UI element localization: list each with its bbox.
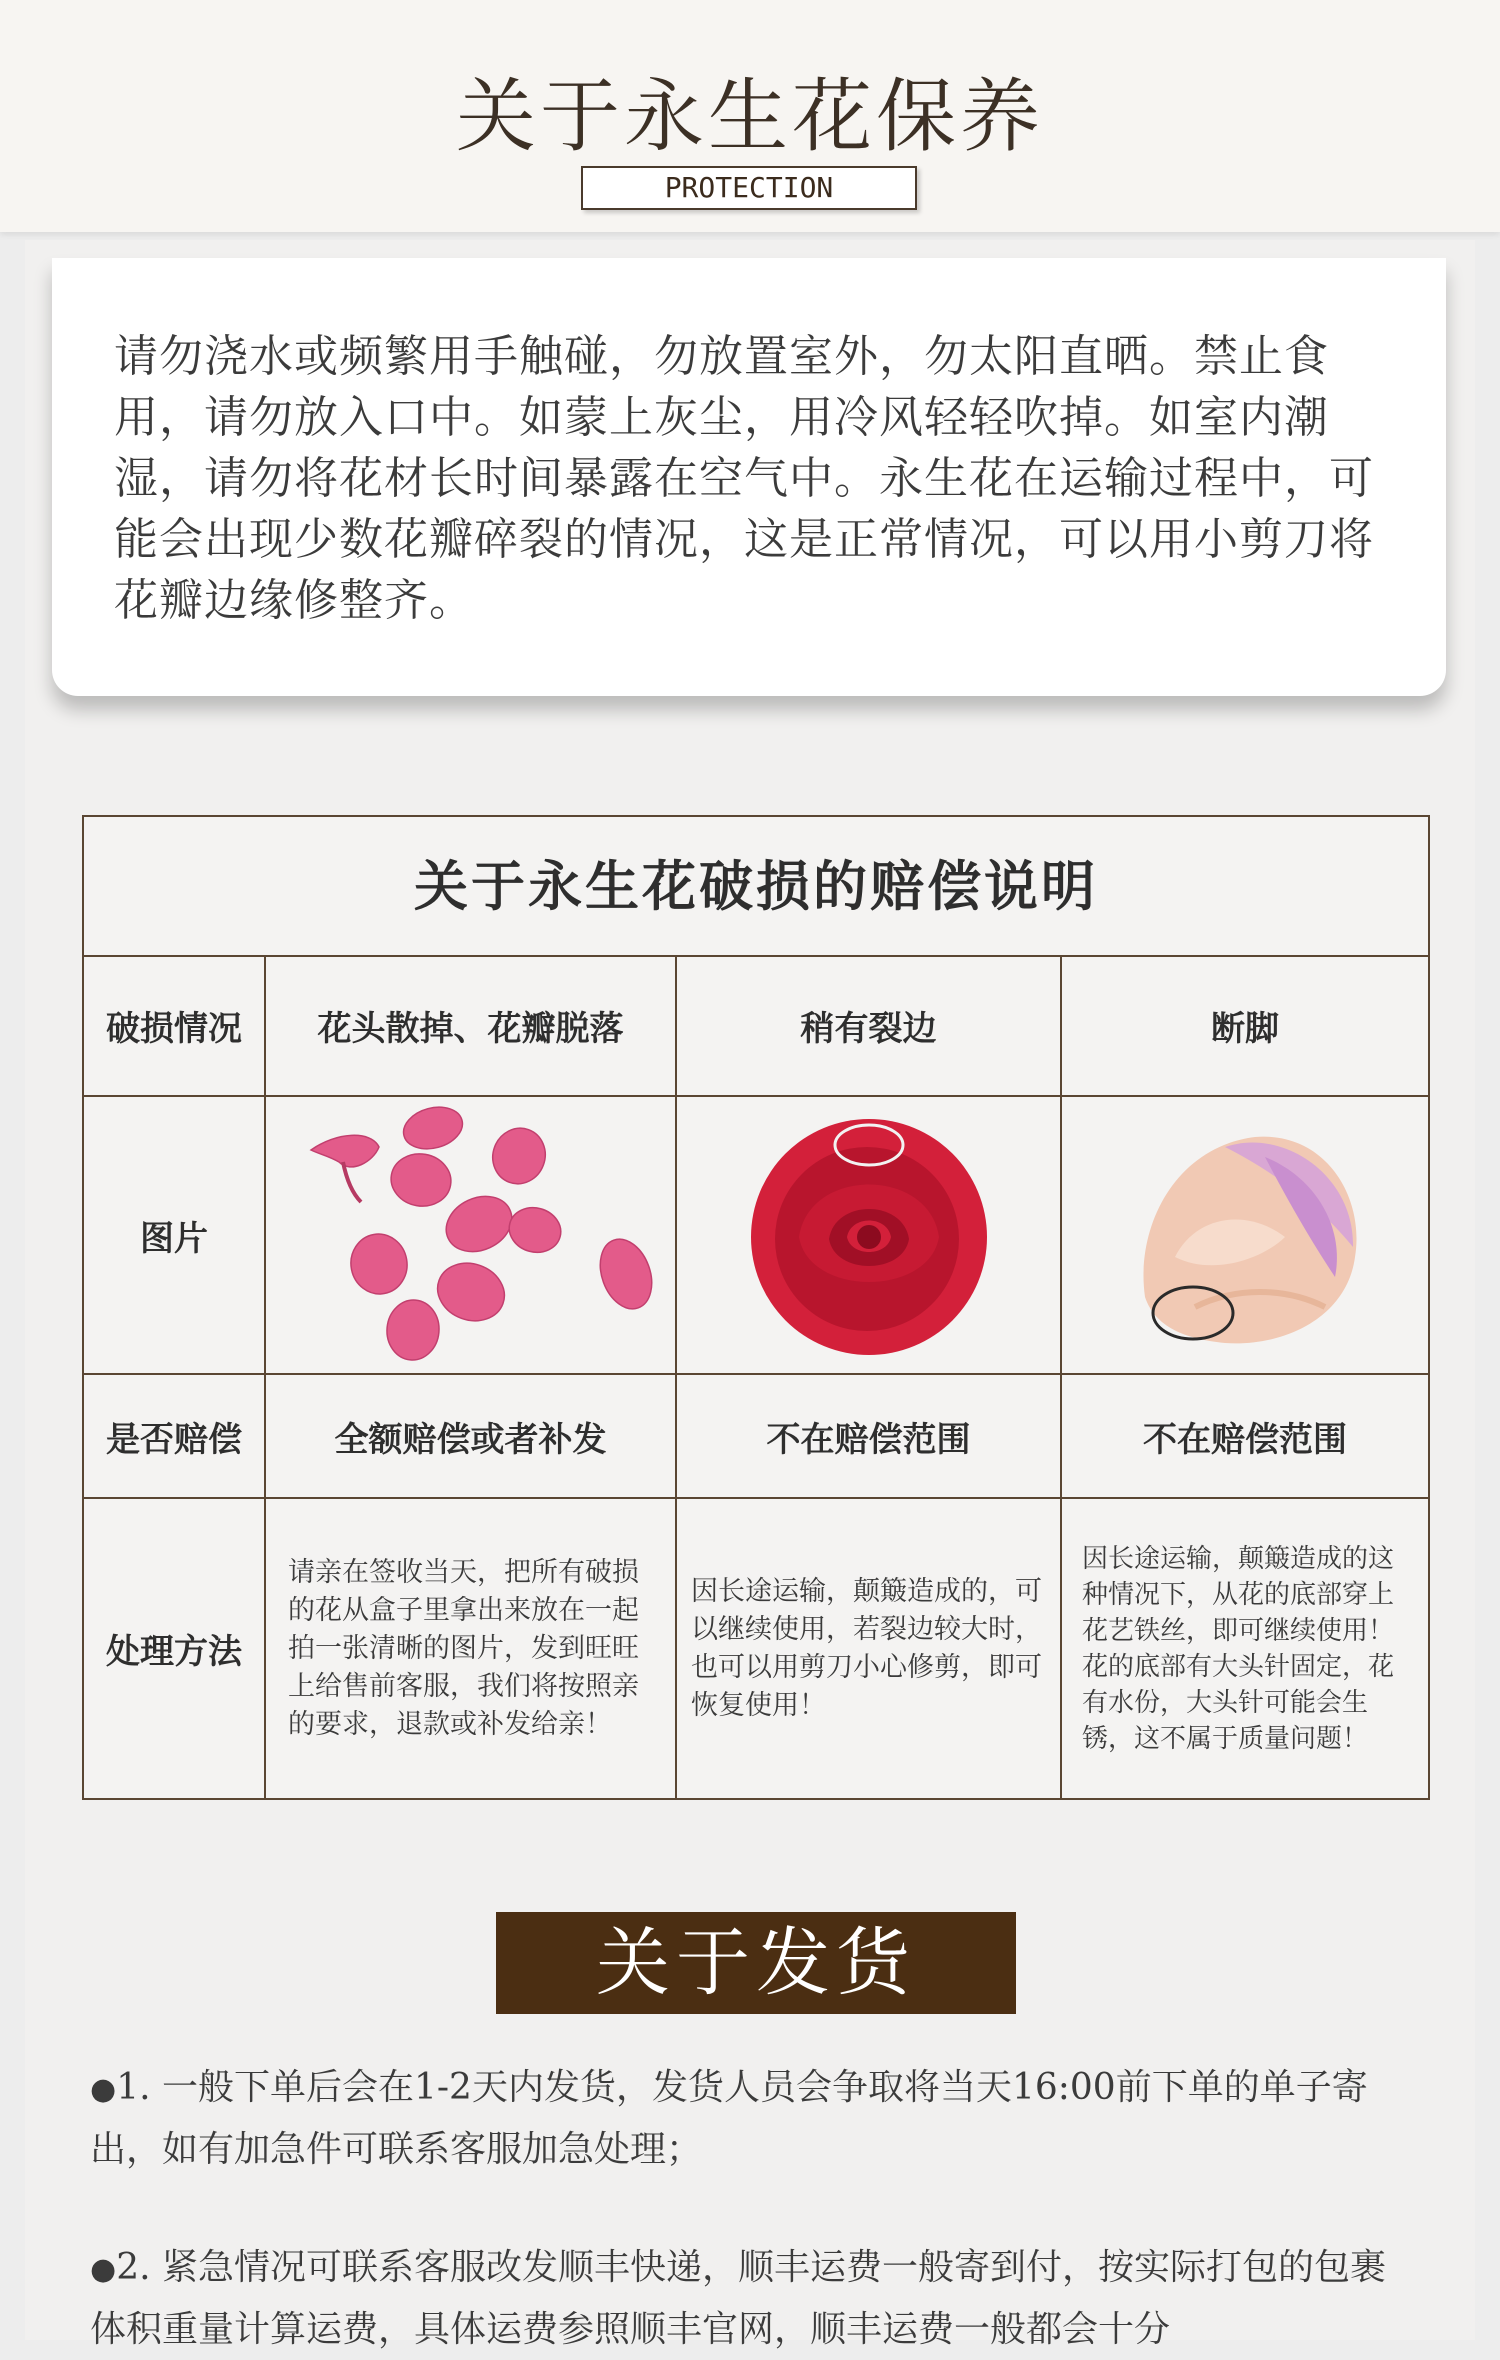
damage-cracked-edge: 稍有裂边 [677, 955, 1062, 1095]
compensation-none-2: 不在赔偿范围 [1143, 1419, 1347, 1460]
care-card [52, 258, 1446, 696]
table-row-handling [84, 1499, 1428, 1798]
table-row-pictures [84, 1097, 1428, 1375]
row-label-damage: 破损情况 [84, 955, 266, 1095]
table-row-damage [84, 955, 1428, 1097]
table-title: 关于永生花破损的赔偿说明 [84, 817, 1428, 957]
pink-rose-image [1062, 1097, 1428, 1373]
handling-text-1: 请亲在签收当天，把所有破损的花从盒子里拿出来放在一起拍一张清晰的图片，发到旺旺上给售前客服，我们将按照亲的要求，退款或补发给亲！ [288, 1556, 639, 1740]
shipping-title: 关于发货 [496, 1912, 1016, 2014]
table-row-compensation [84, 1375, 1428, 1499]
red-rose-image [677, 1097, 1062, 1373]
protection-badge: PROTECTION [581, 166, 917, 210]
handling-cell-1 [266, 1499, 677, 1798]
shipping-item-2 [90, 2238, 1410, 2360]
handling-cell-3 [1062, 1499, 1428, 1798]
bullet-icon: ● [90, 2072, 117, 2107]
row-label-pictures: 图片 [84, 1097, 266, 1373]
handling-cell-2 [677, 1499, 1062, 1798]
compensation-full: 全额赔偿或者补发 [266, 1375, 677, 1497]
scattered-petals-image [266, 1097, 677, 1373]
bullet-icon: ● [90, 2252, 117, 2287]
row-label-compensation: 是否赔偿 [84, 1375, 266, 1497]
handling-text-3: 因长途运输，颠簸造成的这种情况下，从花的底部穿上花艺铁丝，即可继续使用！花的底部有大头针固定，花有水份，大头针可能会生锈，这不属于质量问题！ [1082, 1543, 1395, 1754]
damage-broken-stem: 断脚 [1211, 1008, 1279, 1049]
care-instructions: 请勿浇水或频繁用手触碰，勿放置室外，勿太阳直晒。禁止食用，请勿放入口中。如蒙上灰尘，用冷风轻轻吹掉。如室内潮湿，请勿将花材长时间暴露在空气中。永生花在运输过程中，可能会出现少数花瓣碎裂的情况，这是正常情况，可以用小剪刀将花瓣边缘修整齐。 [114, 331, 1374, 626]
page-title: 关于永生花保养 [456, 70, 1044, 163]
shipping-item-1 [90, 2058, 1410, 2180]
page-header [0, 0, 1500, 232]
shipping-item-1-text: 1. 一般下单后会在1-2天内发货，发货人员会争取将当天16:00前下单的单子寄出，如有加急件可联系客服加急处理； [90, 2067, 1368, 2170]
row-label-handling: 处理方法 [84, 1499, 266, 1798]
damage-scattered: 花头散掉、花瓣脱落 [266, 955, 677, 1095]
compensation-table [82, 815, 1430, 1800]
compensation-none-1: 不在赔偿范围 [677, 1375, 1062, 1497]
handling-text-2: 因长途运输，颠簸造成的，可以继续使用，若裂边较大时，也可以用剪刀小心修剪，即可恢复使用！ [691, 1575, 1042, 1721]
shipping-item-2-text: 2. 紧急情况可联系客服改发顺丰快递，顺丰运费一般寄到付，按实际打包的包裹体积重量计算运费，具体运费参照顺丰官网，顺丰运费一般都会十分 [90, 2247, 1386, 2350]
